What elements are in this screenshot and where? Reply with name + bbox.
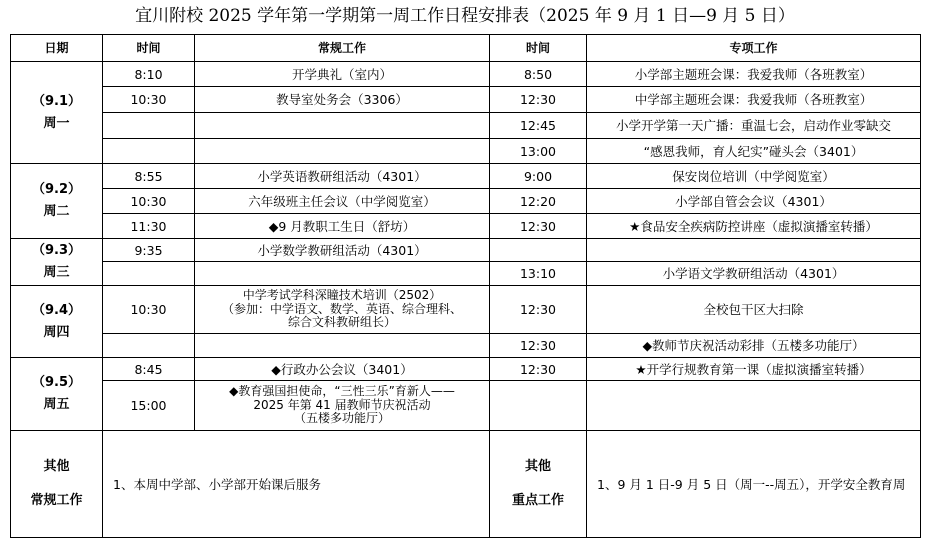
footer-left-label: [11, 431, 103, 538]
weekday-label: 周一: [43, 115, 70, 131]
special-work-cell: ★开学行规教育第一课（虚拟演播室转播）: [587, 358, 921, 381]
special-time-cell: 13:10: [490, 262, 587, 286]
footer-right-label: [490, 431, 587, 538]
weekday-label: 周四: [43, 324, 70, 340]
regular-work-cell: [195, 139, 490, 164]
regular-work-cell: [195, 262, 490, 286]
regular-work-cell: [195, 113, 490, 139]
date-cell: [11, 164, 103, 239]
regular-work-cell: ◆9 月教职工生日（舒坊）: [195, 214, 490, 239]
regular-time-cell: [103, 139, 195, 164]
footer-row: [11, 431, 921, 538]
table-row: [11, 358, 921, 381]
special-work-cell: 全校包干区大扫除: [587, 286, 921, 334]
regular-work-cell-line: 2025 年第 41 届教师节庆祝活动: [253, 397, 431, 412]
page-title: 宜川附校 2025 学年第一学期第一周工作日程安排表（2025 年 9 月 1 日—9 月 5 日）: [135, 6, 795, 26]
special-time-cell: [490, 239, 587, 262]
table-row: [11, 214, 921, 239]
special-work-cell: [587, 381, 921, 431]
date-label: （9.5）: [31, 375, 82, 390]
regular-time-cell: 10:30: [103, 189, 195, 214]
regular-work-cell: 小学数学教研组活动（4301）: [195, 239, 490, 262]
date-cell: [11, 239, 103, 286]
table-row: [11, 334, 921, 358]
regular-time-cell: [103, 262, 195, 286]
date-label: （9.4）: [31, 302, 82, 318]
regular-time-cell: 8:45: [103, 358, 195, 381]
regular-work-cell: 六年级班主任会议（中学阅览室）: [195, 189, 490, 214]
special-work-cell: 小学部主题班会课：我爱我师（各班教室）: [587, 62, 921, 87]
regular-work-cell-line: （参加：中学语文、数学、英语、综合理科、: [221, 301, 462, 316]
table-row: [11, 286, 921, 334]
regular-time-cell: [103, 113, 195, 139]
regular-time-cell: 10:30: [103, 286, 195, 334]
regular-work-cell-line: （五楼多功能厅）: [293, 411, 390, 426]
date-cell: [11, 62, 103, 164]
regular-work-cell: [195, 286, 490, 334]
table-row: [11, 262, 921, 286]
special-work-cell: 中学部主题班会课：我爱我师（各班教室）: [587, 87, 921, 113]
special-work-cell: 小学语文学教研组活动（4301）: [587, 262, 921, 286]
header-row: [11, 35, 921, 62]
header-time-regular: 时间: [103, 35, 195, 62]
regular-time-cell: 8:55: [103, 164, 195, 189]
special-time-cell: 13:00: [490, 139, 587, 164]
regular-work-cell: 教导室处务会（3306）: [195, 87, 490, 113]
date-cell: [11, 358, 103, 431]
special-work-cell: ★食品安全疾病防控讲座（虚拟演播室转播）: [587, 214, 921, 239]
header-time-special: 时间: [490, 35, 587, 62]
special-work-cell: 小学部自管会会议（4301）: [587, 189, 921, 214]
footer-right-label-line2: 重点工作: [511, 493, 564, 508]
regular-time-cell: [103, 334, 195, 358]
regular-work-cell: 小学英语教研组活动（4301）: [195, 164, 490, 189]
table-row: [11, 164, 921, 189]
header-special-work: 专项工作: [587, 35, 921, 62]
special-time-cell: 8:50: [490, 62, 587, 87]
special-time-cell: 12:30: [490, 358, 587, 381]
table-row: [11, 189, 921, 214]
table-row: [11, 87, 921, 113]
special-work-cell: 保安岗位培训（中学阅览室）: [587, 164, 921, 189]
header-date: 日期: [11, 35, 103, 62]
regular-work-cell: ◆行政办公会议（3401）: [195, 358, 490, 381]
date-label: （9.3）: [31, 243, 82, 258]
weekday-label: 周三: [43, 265, 70, 280]
special-work-cell: ◆教师节庆祝活动彩排（五楼多功能厅）: [587, 334, 921, 358]
date-cell: [11, 286, 103, 358]
date-label: （9.1）: [31, 93, 82, 109]
regular-work-cell-line: ◆教育强国担使命，“三性三乐”育新人——: [229, 384, 455, 399]
regular-time-cell: 10:30: [103, 87, 195, 113]
footer-right-text: 1、9 月 1 日-9 月 5 日（周一--周五），开学安全教育周: [587, 431, 921, 538]
footer-left-label-line2: 常规工作: [30, 493, 83, 508]
regular-work-cell-line: 中学考试学科深瞳技术培训（2502）: [242, 288, 442, 303]
table-row: [11, 113, 921, 139]
special-time-cell: 9:00: [490, 164, 587, 189]
footer-left-text: 1、本周中学部、小学部开始课后服务: [103, 431, 490, 538]
regular-time-cell: 11:30: [103, 214, 195, 239]
table-row: [11, 62, 921, 87]
special-time-cell: 12:30: [490, 334, 587, 358]
regular-work-cell: 开学典礼（室内）: [195, 62, 490, 87]
table-row: [11, 381, 921, 431]
special-work-cell: “感恩我师，育人纪实”碰头会（3401）: [587, 139, 921, 164]
weekday-label: 周二: [43, 204, 70, 219]
regular-work-cell-line: 综合文科教研组长）: [287, 315, 396, 330]
weekday-label: 周五: [43, 397, 70, 412]
table-row: [11, 239, 921, 262]
special-work-cell: [587, 239, 921, 262]
header-regular-work: 常规工作: [195, 35, 490, 62]
regular-time-cell: 8:10: [103, 62, 195, 87]
special-time-cell: 12:30: [490, 87, 587, 113]
special-time-cell: 12:45: [490, 113, 587, 139]
special-time-cell: 12:30: [490, 214, 587, 239]
special-time-cell: [490, 381, 587, 431]
table-row: [11, 139, 921, 164]
regular-work-cell: [195, 381, 490, 431]
footer-right-label-line1: 其他: [524, 459, 551, 474]
regular-time-cell: 9:35: [103, 239, 195, 262]
regular-work-cell: [195, 334, 490, 358]
date-label: （9.2）: [31, 182, 82, 197]
special-time-cell: 12:30: [490, 286, 587, 334]
footer-left-label-line1: 其他: [43, 459, 70, 474]
schedule-table: [10, 34, 921, 538]
special-work-cell: 小学开学第一天广播：重温七会，启动作业零缺交: [587, 113, 921, 139]
schedule-body: [11, 62, 921, 431]
regular-time-cell: 15:00: [103, 381, 195, 431]
special-time-cell: 12:20: [490, 189, 587, 214]
